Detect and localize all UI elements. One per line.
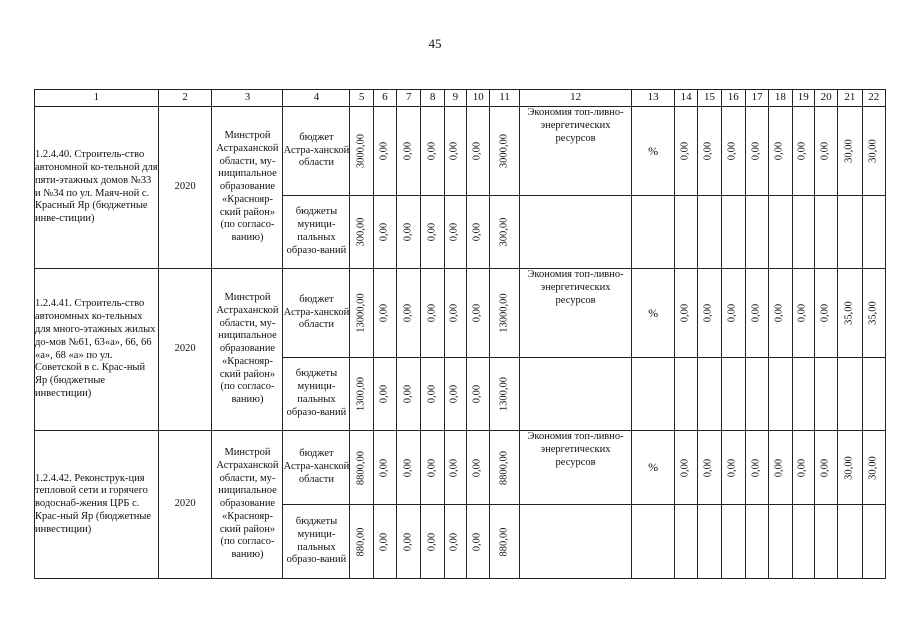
empty-cell [745,196,768,269]
funding-source-regional: бюджет Астра-ханской области [283,107,350,196]
indicator-value-value: 30,00 [843,455,855,480]
empty-cell [814,196,837,269]
funding-source-regional: бюджет Астра-ханской области [283,431,350,505]
column-number-17: 17 [745,90,768,107]
regional-amount [467,269,490,358]
empty-cell [632,358,675,431]
municipal-amount-value: 0,00 [426,532,438,551]
indicator-value-value: 0,00 [819,458,831,477]
municipal-amount [373,358,396,431]
municipal-amount-value: 880,00 [498,527,510,556]
indicator-value [792,107,814,196]
column-number-19: 19 [792,90,814,107]
regional-amount [444,107,466,196]
municipal-amount [444,358,466,431]
municipal-amount-value: 0,00 [402,384,414,404]
indicator-value-value: 0,00 [750,303,762,323]
measure-executor: Минстрой Астраханской области, му-ниципальное образование «Краснояр-ский район» (по согласо-ванию) [212,431,283,579]
municipal-amount [490,358,519,431]
column-number-4: 4 [283,90,350,107]
column-number-row [35,90,886,107]
regional-amount-value: 0,00 [448,458,460,477]
municipal-amount-value: 0,00 [426,222,438,242]
municipal-amount-value: 0,00 [402,222,414,242]
column-number-6: 6 [373,90,396,107]
regional-amount [373,269,396,358]
empty-cell [838,505,862,579]
indicator-value [745,107,768,196]
regional-amount-value: 0,00 [471,141,483,161]
regional-amount-value: 8800,00 [498,450,510,485]
municipal-amount [421,358,444,431]
empty-cell [862,505,885,579]
municipal-amount [421,196,444,269]
indicator-unit: % [632,107,675,196]
table-row [35,431,886,505]
funding-source-municipal: бюджеты муници-пальных образо-ваний [283,358,350,431]
indicator-value [721,107,745,196]
municipal-amount-value: 880,00 [355,527,367,556]
regional-amount-value: 0,00 [471,303,483,323]
empty-cell [519,358,632,431]
indicator-value [814,269,837,358]
indicator-value-value: 0,00 [703,303,715,323]
column-number-10: 10 [467,90,490,107]
empty-cell [792,358,814,431]
column-number-14: 14 [674,90,697,107]
indicator-value-value: 0,00 [679,141,691,161]
indicator-value [745,431,768,505]
municipal-amount-value: 1300,00 [498,376,510,412]
municipal-amount [421,505,444,579]
funding-source-regional: бюджет Астра-ханской области [283,269,350,358]
indicator-unit: % [632,269,675,358]
indicator-value [838,107,862,196]
empty-cell [519,196,632,269]
indicator-value-value: 30,00 [843,139,855,163]
indicator-value [862,269,885,358]
regional-amount [373,107,396,196]
column-number-16: 16 [721,90,745,107]
table-row [35,269,886,358]
column-number-8: 8 [421,90,444,107]
indicator-value [721,269,745,358]
municipal-amount [444,196,466,269]
municipal-amount [490,196,519,269]
municipal-amount-value: 1300,00 [355,376,367,412]
indicator-value [862,431,885,505]
indicator-value-value: 35,00 [867,301,879,325]
regional-amount-value: 3000,00 [355,133,367,169]
measure-executor: Минстрой Астраханской области, му-ниципальное образование «Краснояр-ский район» (по согласо-ванию) [212,269,283,431]
municipal-amount [467,358,490,431]
regional-amount [350,431,373,505]
regional-amount [397,431,421,505]
indicator-value-value: 0,00 [819,303,831,323]
measure-year: 2020 [158,107,212,269]
indicator-value [674,431,697,505]
indicator-value-value: 0,00 [703,458,715,477]
indicator-value [698,431,721,505]
measure-name: 1.2.4.41. Строитель-ство автономных ко-тельных для много-этажных жилых до-мов №61, 63«а», 66, 66 «а», 68 «а» по ул. Советской в с. Крас-ный Яр (бюджетные инвестиции) [35,269,159,431]
indicator-value-value: 35,00 [843,301,855,325]
indicator-value-value: 0,00 [726,458,738,477]
indicator-value-value: 0,00 [679,303,691,323]
indicator-value-value: 0,00 [796,303,808,323]
empty-cell [698,505,721,579]
column-number-12: 12 [519,90,632,107]
indicator-value-value: 30,00 [867,139,879,163]
indicator-value [792,269,814,358]
empty-cell [745,358,768,431]
indicator-value [721,431,745,505]
municipal-amount-value: 300,00 [498,217,510,247]
indicator-value-value: 0,00 [726,141,738,161]
measure-year: 2020 [158,269,212,431]
regional-amount-value: 0,00 [402,141,414,161]
empty-cell [674,505,697,579]
indicator-value-value: 0,00 [774,303,786,323]
regional-amount-value: 13000,00 [498,293,510,333]
indicator-value-value: 0,00 [750,141,762,161]
regional-amount [490,107,519,196]
empty-cell [745,505,768,579]
empty-cell [769,196,792,269]
empty-cell [632,196,675,269]
regional-amount-value: 0,00 [426,303,438,323]
municipal-amount-value: 0,00 [448,532,460,551]
regional-amount [350,269,373,358]
indicator-unit: % [632,431,675,505]
regional-amount [397,269,421,358]
municipal-amount [350,196,373,269]
empty-cell [721,505,745,579]
indicator-value-value: 0,00 [774,141,786,161]
municipal-amount-value: 0,00 [448,222,460,242]
empty-cell [792,196,814,269]
regional-amount [421,431,444,505]
indicator-value [862,107,885,196]
indicator-value-value: 0,00 [679,458,691,477]
measure-year: 2020 [158,431,212,579]
indicator-value [674,269,697,358]
municipal-amount [373,196,396,269]
indicator-name: Экономия топ-ливно-энергетических ресурсов [519,269,632,358]
program-measures-table [34,89,886,579]
municipal-amount-value: 0,00 [448,384,460,404]
indicator-value [792,431,814,505]
column-number-11: 11 [490,90,519,107]
measure-executor: Минстрой Астраханской области, му-ниципальное образование «Краснояр-ский район» (по согласо-ванию) [212,107,283,269]
regional-amount [373,431,396,505]
indicator-value [745,269,768,358]
regional-amount-value: 0,00 [402,458,414,477]
table-row [35,107,886,196]
empty-cell [698,358,721,431]
municipal-amount [397,505,421,579]
municipal-amount-value: 0,00 [471,222,483,242]
regional-amount-value: 8800,00 [355,450,367,485]
column-number-21: 21 [838,90,862,107]
indicator-value [838,269,862,358]
indicator-value [814,107,837,196]
indicator-value-value: 0,00 [703,141,715,161]
regional-amount [421,269,444,358]
municipal-amount-value: 0,00 [378,222,390,242]
empty-cell [814,358,837,431]
regional-amount-value: 0,00 [471,458,483,477]
indicator-value-value: 0,00 [750,458,762,477]
municipal-amount-value: 0,00 [471,532,483,551]
municipal-amount-value: 300,00 [355,217,367,247]
municipal-amount-value: 0,00 [378,532,390,551]
empty-cell [632,505,675,579]
regional-amount [444,431,466,505]
funding-source-municipal: бюджеты муници-пальных образо-ваний [283,196,350,269]
regional-amount-value: 0,00 [426,141,438,161]
regional-amount-value: 0,00 [448,141,460,161]
empty-cell [519,505,632,579]
empty-cell [674,196,697,269]
column-number-1: 1 [35,90,159,107]
column-number-5: 5 [350,90,373,107]
indicator-value-value: 0,00 [774,458,786,477]
page-number: 45 [428,36,442,51]
regional-amount-value: 3000,00 [498,133,510,169]
municipal-amount [350,358,373,431]
empty-cell [721,196,745,269]
regional-amount-value: 0,00 [378,458,390,477]
empty-cell [862,358,885,431]
indicator-value [769,431,792,505]
regional-amount [444,269,466,358]
column-number-9: 9 [444,90,466,107]
empty-cell [769,505,792,579]
regional-amount-value: 0,00 [402,303,414,323]
regional-amount-value: 0,00 [378,141,390,161]
regional-amount-value: 0,00 [426,458,438,477]
empty-cell [769,358,792,431]
empty-cell [698,196,721,269]
empty-cell [721,358,745,431]
indicator-value [769,269,792,358]
regional-amount-value: 0,00 [448,303,460,323]
empty-cell [814,505,837,579]
empty-cell [862,196,885,269]
indicator-name: Экономия топ-ливно-энергетических ресурсов [519,107,632,196]
municipal-amount [397,358,421,431]
measure-name: 1.2.4.42. Реконструк-ция тепловой сети и горячего водоснаб-жения ЦРБ с. Крас-ный Яр (бюджетные инвестиции) [35,431,159,579]
municipal-amount [373,505,396,579]
municipal-amount-value: 0,00 [402,532,414,551]
municipal-amount [467,196,490,269]
funding-source-municipal: бюджеты муници-пальных образо-ваний [283,505,350,579]
empty-cell [838,196,862,269]
regional-amount-value: 0,00 [378,303,390,323]
regional-amount [490,269,519,358]
regional-amount [490,431,519,505]
indicator-value-value: 0,00 [796,141,808,161]
indicator-value [698,269,721,358]
column-number-7: 7 [397,90,421,107]
empty-cell [674,358,697,431]
municipal-amount [397,196,421,269]
municipal-amount [490,505,519,579]
column-number-20: 20 [814,90,837,107]
column-number-22: 22 [862,90,885,107]
regional-amount [350,107,373,196]
indicator-value [838,431,862,505]
indicator-name: Экономия топ-ливно-энергетических ресурсов [519,431,632,505]
column-number-2: 2 [158,90,212,107]
indicator-value-value: 0,00 [819,141,831,161]
municipal-amount [467,505,490,579]
column-number-3: 3 [212,90,283,107]
regional-amount [421,107,444,196]
indicator-value-value: 0,00 [796,458,808,477]
regional-amount-value: 13000,00 [355,293,367,333]
column-number-13: 13 [632,90,675,107]
regional-amount [397,107,421,196]
municipal-amount [444,505,466,579]
regional-amount [467,107,490,196]
municipal-amount-value: 0,00 [426,384,438,404]
indicator-value-value: 0,00 [726,303,738,323]
column-number-15: 15 [698,90,721,107]
empty-cell [792,505,814,579]
regional-amount [467,431,490,505]
municipal-amount [350,505,373,579]
measure-name: 1.2.4.40. Строитель-ство автономной ко-тельной для пяти-этажных домов №33 и №34 по ул. Маяч-ной с. Красный Яр (бюджетные инве-стиции) [35,107,159,269]
indicator-value [769,107,792,196]
indicator-value-value: 30,00 [867,455,879,480]
indicator-value [814,431,837,505]
indicator-value [674,107,697,196]
municipal-amount-value: 0,00 [378,384,390,404]
municipal-amount-value: 0,00 [471,384,483,404]
column-number-18: 18 [769,90,792,107]
indicator-value [698,107,721,196]
empty-cell [838,358,862,431]
